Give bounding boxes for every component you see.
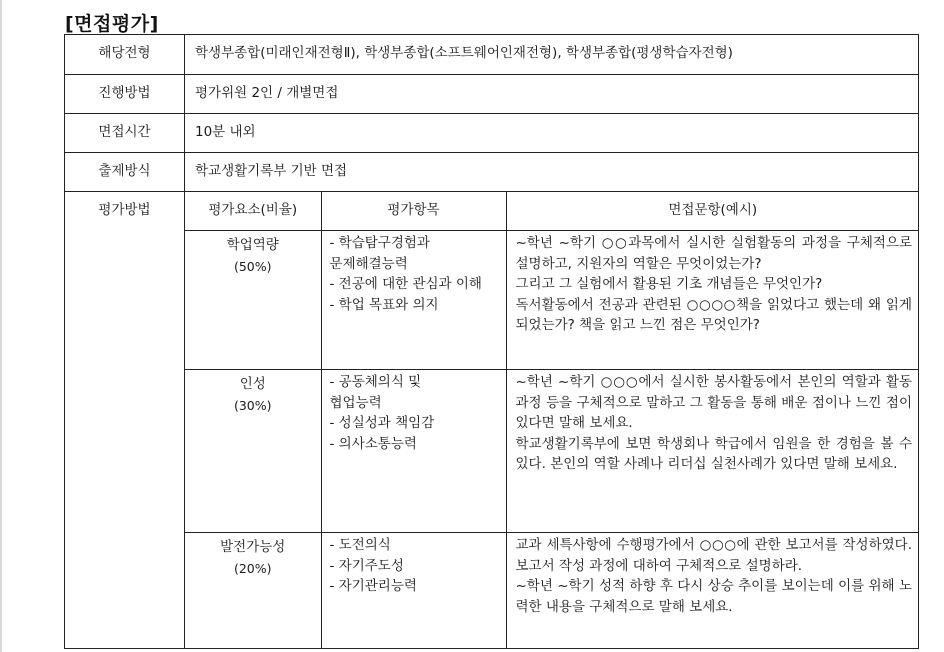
item-line: - 학업 목표와 의지 bbox=[329, 296, 439, 313]
question-text: 학교생활기록부에 보면 학생회나 학급에서 임원을 한 경험을 볼 수 있다. 본인의 역할 사례나 리더십 실천사례가 있다면 말해 보세요. bbox=[515, 435, 912, 473]
page-left-border bbox=[0, 0, 2, 652]
header-items: 평가항목 bbox=[387, 202, 440, 218]
criteria-header-row bbox=[185, 192, 919, 231]
label-question-format: 출제방식 bbox=[98, 163, 151, 179]
criteria-row-character bbox=[185, 370, 919, 533]
row-evaluation-method bbox=[65, 192, 919, 649]
value-interview-time: 10분 내외 bbox=[195, 124, 256, 140]
element-ratio: (30%) bbox=[233, 398, 272, 413]
element-name: 인성 bbox=[239, 376, 266, 392]
row-interview-time bbox=[65, 114, 919, 153]
value-procedure: 평가위원 2인 / 개별면접 bbox=[195, 85, 339, 101]
element-ratio: (20%) bbox=[233, 561, 272, 576]
question-text: ~학년 ~학기 성적 하향 후 다시 상승 추이를 보이는데 이를 위해 노력한 내용을 구체적으로 말해 보세요. bbox=[515, 578, 912, 615]
item-line: - 의사소통능력 bbox=[329, 435, 417, 452]
item-line: - 학습탐구경험과 bbox=[329, 235, 430, 251]
criteria-row-academic bbox=[185, 231, 919, 370]
item-line: 문제해결능력 bbox=[329, 255, 408, 272]
question-text: 그리고 그 실험에서 활용된 기초 개념들은 무엇인가? bbox=[515, 276, 823, 293]
question-text: 교과 세특사항에 수행평가에서 ○○○에 관한 보고서를 작성하였다. 보고서 작성 과정에 대하여 구체적으로 설명하라. bbox=[515, 537, 912, 574]
label-procedure: 진행방법 bbox=[98, 85, 151, 101]
value-applicable-track: 학생부종합(미래인재전형Ⅱ), 학생부종합(소프트웨어인재전형), 학생부종합(평생학습자전형) bbox=[195, 45, 733, 61]
element-name: 발전가능성 bbox=[220, 539, 286, 555]
row-question-format bbox=[65, 153, 919, 192]
element-name: 학업역량 bbox=[226, 237, 279, 253]
interview-evaluation-table bbox=[64, 34, 919, 649]
question-text: 독서활동에서 전공과 관련된 ○○○○책을 읽었다고 했는데 왜 읽게 되었는가? 책을 읽고 느낀 점은 무엇인가? bbox=[515, 296, 912, 334]
item-line: 협업능력 bbox=[329, 394, 382, 411]
label-evaluation-method: 평가방법 bbox=[98, 202, 151, 218]
value-question-format: 학교생활기록부 기반 면접 bbox=[195, 163, 348, 179]
question-text: ~학년 ~학기 ○○○에서 실시한 봉사활동에서 본인의 역할과 활동 과정 등을 구체적으로 말하고 그 활동을 통해 배운 점이나 느낀 점이 있다면 말해 보세요. bbox=[515, 374, 912, 432]
question-text: ~학년 ~학기 ○○과목에서 실시한 실험활동의 과정을 구체적으로 설명하고, 지원자의 역할은 무엇이었는가? bbox=[515, 235, 912, 272]
header-questions: 면접문항(예시) bbox=[668, 202, 758, 218]
label-applicable-track: 해당전형 bbox=[98, 45, 151, 61]
section-heading: [면접평가] bbox=[65, 13, 159, 35]
criteria-row-potential bbox=[185, 533, 919, 649]
item-line: - 전공에 대한 관심과 이해 bbox=[329, 276, 482, 292]
header-element-ratio: 평가요소(비율) bbox=[208, 202, 298, 218]
item-line: - 자기관리능력 bbox=[329, 578, 417, 594]
evaluation-criteria-table bbox=[185, 192, 919, 648]
item-line: - 도전의식 bbox=[329, 537, 391, 553]
row-procedure bbox=[65, 75, 919, 114]
element-ratio: (50%) bbox=[233, 259, 272, 274]
item-line: - 성실성과 책임감 bbox=[329, 415, 435, 431]
item-line: - 공동체의식 및 bbox=[329, 374, 422, 390]
item-line: - 자기주도성 bbox=[329, 557, 404, 574]
label-interview-time: 면접시간 bbox=[98, 124, 151, 140]
row-applicable-track bbox=[65, 35, 919, 75]
